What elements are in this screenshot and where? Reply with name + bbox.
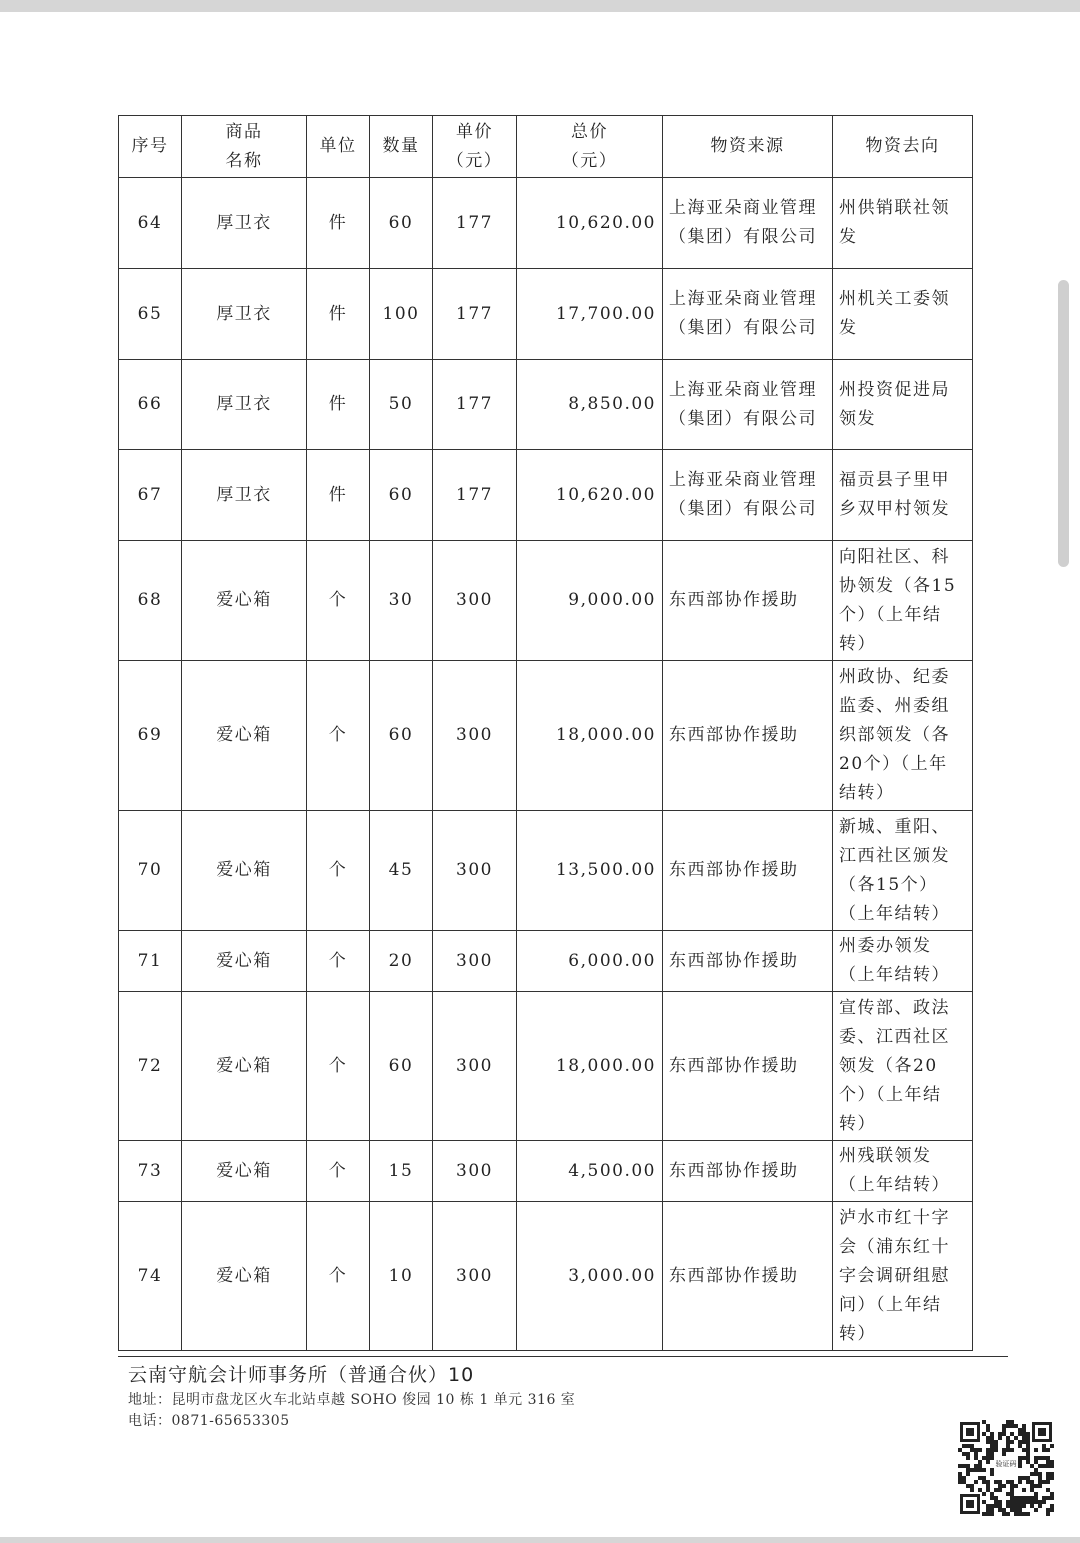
- cell-qty: 30: [370, 541, 433, 661]
- header-price-line2: （元）: [446, 150, 503, 171]
- cell-name: 厚卫衣: [182, 450, 307, 541]
- cell-dest: 福贡县子里甲乡双甲村领发: [833, 450, 973, 541]
- header-dest: 物资去向: [833, 116, 973, 178]
- header-qty: 数量: [370, 116, 433, 178]
- cell-unit: 个: [307, 811, 370, 931]
- header-price-line1: 单价: [456, 121, 493, 142]
- cell-seq: 66: [119, 360, 182, 450]
- cell-source: 东西部协作援助: [663, 992, 833, 1141]
- cell-dest: 州政协、纪委监委、州委组织部领发（各20个）（上年结转）: [833, 661, 973, 811]
- cell-name: 爱心箱: [182, 541, 307, 661]
- cell-seq: 72: [119, 992, 182, 1141]
- cell-seq: 69: [119, 661, 182, 811]
- cell-source: 东西部协作援助: [663, 661, 833, 811]
- cell-dest: 新城、重阳、江西社区颁发（各15个）（上年结转）: [833, 811, 973, 931]
- cell-price: 300: [433, 661, 517, 811]
- cell-total: 8,850.00: [517, 360, 663, 450]
- cell-price: 177: [433, 360, 517, 450]
- cell-qty: 45: [370, 811, 433, 931]
- cell-total: 18,000.00: [517, 992, 663, 1141]
- cell-price: 300: [433, 541, 517, 661]
- cell-unit: 个: [307, 931, 370, 992]
- scrollbar-thumb[interactable]: [1058, 280, 1069, 567]
- cell-unit: 件: [307, 450, 370, 541]
- cell-source: 上海亚朵商业管理（集团）有限公司: [663, 450, 833, 541]
- cell-qty: 100: [370, 269, 433, 360]
- table-row: [119, 1141, 973, 1202]
- cell-name: 爱心箱: [182, 992, 307, 1141]
- cell-seq: 67: [119, 450, 182, 541]
- cell-qty: 60: [370, 450, 433, 541]
- verification-qr-code: [958, 1420, 1054, 1516]
- cell-seq: 64: [119, 178, 182, 269]
- cell-dest: 州供销联社领发: [833, 178, 973, 269]
- cell-total: 4,500.00: [517, 1141, 663, 1202]
- cell-qty: 60: [370, 661, 433, 811]
- cell-unit: 个: [307, 992, 370, 1141]
- viewer-bottom-bar: [0, 1537, 1080, 1543]
- table-row: [119, 931, 973, 992]
- cell-dest: 州委办领发（上年结转）: [833, 931, 973, 992]
- cell-price: 300: [433, 1202, 517, 1351]
- header-source: 物资来源: [663, 116, 833, 178]
- cell-name: 爱心箱: [182, 811, 307, 931]
- header-name-line2: 名称: [225, 150, 263, 171]
- cell-qty: 20: [370, 931, 433, 992]
- cell-total: 17,700.00: [517, 269, 663, 360]
- cell-seq: 70: [119, 811, 182, 931]
- cell-dest: 泸水市红十字会（浦东红十字会调研组慰问）（上年结转）: [833, 1202, 973, 1351]
- cell-unit: 件: [307, 269, 370, 360]
- cell-name: 厚卫衣: [182, 178, 307, 269]
- header-total-line1: 总价: [571, 121, 608, 142]
- cell-source: 上海亚朵商业管理（集团）有限公司: [663, 269, 833, 360]
- cell-total: 13,500.00: [517, 811, 663, 931]
- table-row: [119, 661, 973, 811]
- cell-source: 东西部协作援助: [663, 1141, 833, 1202]
- cell-price: 177: [433, 450, 517, 541]
- cell-total: 10,620.00: [517, 178, 663, 269]
- table-row: [119, 992, 973, 1141]
- cell-seq: 68: [119, 541, 182, 661]
- cell-price: 177: [433, 178, 517, 269]
- firm-phone: 电话：0871-65653305: [128, 1413, 290, 1429]
- cell-name: 厚卫衣: [182, 360, 307, 450]
- table-row: [119, 269, 973, 360]
- cell-unit: 件: [307, 178, 370, 269]
- table-row: [119, 541, 973, 661]
- cell-dest: 州投资促进局领发: [833, 360, 973, 450]
- table-header-row: [119, 116, 973, 178]
- cell-source: 东西部协作援助: [663, 1202, 833, 1351]
- header-total-line2: （元）: [561, 150, 618, 171]
- cell-source: 东西部协作援助: [663, 541, 833, 661]
- cell-price: 177: [433, 269, 517, 360]
- cell-total: 10,620.00: [517, 450, 663, 541]
- viewer-top-bar: [0, 0, 1080, 12]
- table-row: [119, 360, 973, 450]
- cell-dest: 向阳社区、科协领发（各15个）（上年结转）: [833, 541, 973, 661]
- cell-price: 300: [433, 992, 517, 1141]
- cell-name: 厚卫衣: [182, 269, 307, 360]
- table-row: [119, 811, 973, 931]
- cell-total: 6,000.00: [517, 931, 663, 992]
- materials-table: [118, 115, 973, 1351]
- cell-price: 300: [433, 1141, 517, 1202]
- cell-source: 上海亚朵商业管理（集团）有限公司: [663, 178, 833, 269]
- cell-total: 9,000.00: [517, 541, 663, 661]
- footer-divider: [118, 1356, 1008, 1357]
- cell-unit: 个: [307, 541, 370, 661]
- cell-name: 爱心箱: [182, 1141, 307, 1202]
- header-unit: 单位: [307, 116, 370, 178]
- cell-price: 300: [433, 811, 517, 931]
- cell-name: 爱心箱: [182, 931, 307, 992]
- cell-qty: 60: [370, 992, 433, 1141]
- header-name-line1: 商品: [225, 121, 263, 142]
- cell-source: 上海亚朵商业管理（集团）有限公司: [663, 360, 833, 450]
- cell-dest: 宣传部、政法委、江西社区领发（各20个）（上年结转）: [833, 992, 973, 1141]
- cell-unit: 件: [307, 360, 370, 450]
- cell-unit: 个: [307, 661, 370, 811]
- cell-name: 爱心箱: [182, 1202, 307, 1351]
- cell-unit: 个: [307, 1202, 370, 1351]
- cell-seq: 73: [119, 1141, 182, 1202]
- firm-address: 地址：昆明市盘龙区火车北站卓越 SOHO 俊园 10 栋 1 单元 316 室: [128, 1392, 576, 1408]
- header-name: [182, 116, 307, 178]
- cell-seq: 65: [119, 269, 182, 360]
- cell-seq: 74: [119, 1202, 182, 1351]
- header-price: [433, 116, 517, 178]
- header-total: [517, 116, 663, 178]
- cell-qty: 60: [370, 178, 433, 269]
- cell-qty: 50: [370, 360, 433, 450]
- cell-total: 3,000.00: [517, 1202, 663, 1351]
- table-row: [119, 450, 973, 541]
- cell-qty: 15: [370, 1141, 433, 1202]
- table-row: [119, 178, 973, 269]
- table-row: [119, 1202, 973, 1351]
- cell-dest: 州机关工委领发: [833, 269, 973, 360]
- header-seq: 序号: [119, 116, 182, 178]
- cell-price: 300: [433, 931, 517, 992]
- cell-total: 18,000.00: [517, 661, 663, 811]
- cell-unit: 个: [307, 1141, 370, 1202]
- qr-center-label: 验证码: [995, 1460, 1017, 1468]
- cell-qty: 10: [370, 1202, 433, 1351]
- cell-seq: 71: [119, 931, 182, 992]
- firm-name: 云南守航会计师事务所（普通合伙）10: [128, 1364, 475, 1386]
- cell-source: 东西部协作援助: [663, 931, 833, 992]
- cell-dest: 州残联领发（上年结转）: [833, 1141, 973, 1202]
- cell-source: 东西部协作援助: [663, 811, 833, 931]
- cell-name: 爱心箱: [182, 661, 307, 811]
